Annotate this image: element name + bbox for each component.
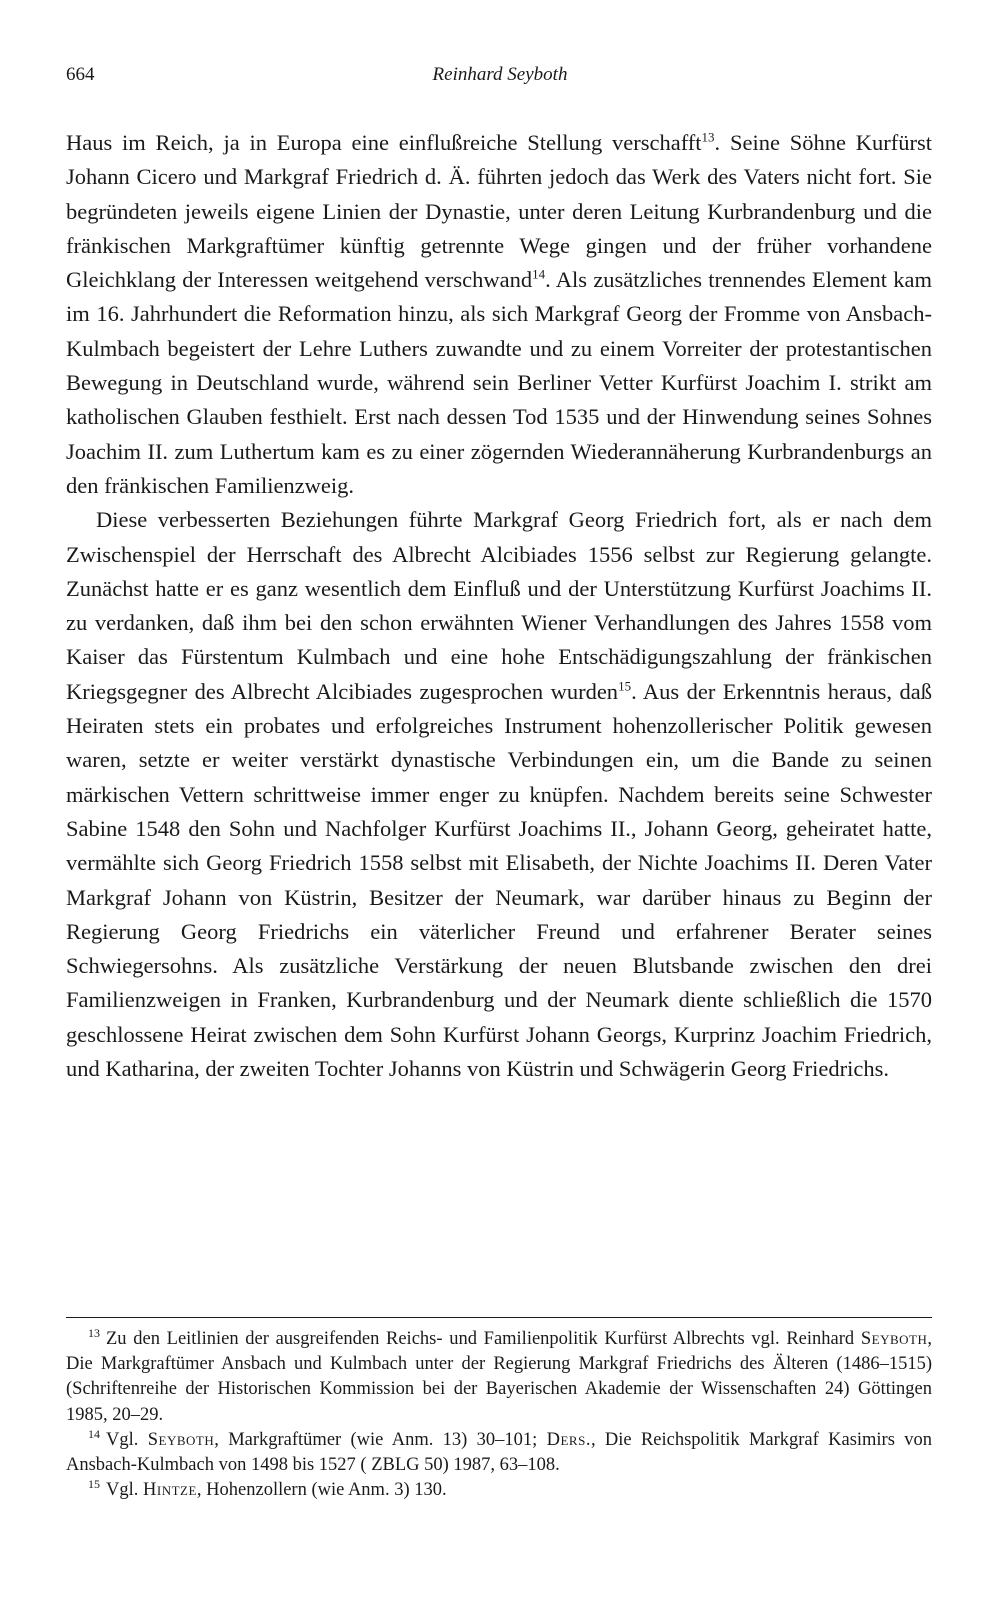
- footnote-number: 13: [88, 1325, 100, 1340]
- paragraph-2: [66, 503, 932, 1086]
- main-text: [66, 126, 932, 1086]
- page-header: [66, 64, 934, 94]
- paragraph-1: [66, 126, 932, 503]
- footnote-text: , Die Reichspolitik Markgraf Kasimirs von Ansbach-Kulmbach von 1498 bis 1527 ( ZBLG 50) 1987, 63–108.: [66, 1429, 933, 1476]
- author-name: Hintze: [143, 1480, 197, 1501]
- paragraph-2-text-b: . Aus der Erkenntnis heraus, daß Heiraten stets ein probates und erfolgreiches Instrument hohenzollerischer Politik gewesen waren, setzte er weiter verstärkt dynastische Verbindungen ein, um die Bande zu seinen märkischen Vettern schrittweise immer enger zu knüpfen. Nachdem bereits seine Schwester Sabine 1548 den Sohn und Nachfolger Kurfürst Joachims II., Johann Georg, geheiratet hatte, vermählte sich Georg Friedrich 1558 selbst mit Elisabeth, der Nichte Joachims II. Deren Vater Markgraf Johann von Küstrin, Besitzer der Neumark, war darüber hinaus zu Beginn der Regierung Georg Friedrichs ein väterlicher Freund und erfahrener Berater seines Schwiegersohns. Als zusätzliche Verstärkung der neuen Blutsbande zwischen den drei Familienzweigen in Franken, Kurbrandenburg und der Neumark diente schließlich die 1570 geschlossene Heirat zwischen dem Sohn Kurfürst Johann Georgs, Kurprinz Joachim Friedrich, und Katharina, der zweiten Tochter Johanns von Küstrin und Schwägerin Georg Friedrichs.: [66, 678, 932, 1082]
- paragraph-2-text-a: Diese verbesserten Beziehungen führte Markgraf Georg Friedrich fort, als er nach dem Zwischenspiel der Herrschaft des Albrecht Alcibiades 1556 selbst zur Regierung gelangte. Zunächst hatte er es ganz wesentlich dem Einfluß und der Unterstützung Kurfürst Joachims II. zu verdanken, daß ihm bei den schon erwähnten Wiener Verhandlungen des Jahres 1558 vom Kaiser das Fürstentum Kulmbach und eine hohe Entschädigungszahlung der fränkischen Kriegsgegner des Albrecht Alcibiades zugesprochen wurden: [66, 507, 932, 704]
- author-name: Seyboth: [860, 1329, 928, 1349]
- author-name: Ders.: [546, 1429, 591, 1450]
- footnote-text: , Die Markgraftümer Ansbach und Kulmbach unter der Regierung Markgraf Friedrichs des Älteren (1486–1515) (Schriftenreihe der Historischen Kommission bei der Bayerischen Akademie der Wissenschaften 24) Göttingen 1985, 20–29.: [66, 1329, 932, 1425]
- footnote-text: Vgl.: [106, 1480, 143, 1501]
- footnote-15: [66, 1478, 932, 1503]
- footnote-text: Zu den Leitlinien der ausgreifenden Reichs- und Familienpolitik Kurfürst Albrechts vgl. Reinhard: [106, 1329, 861, 1349]
- paragraph-1-text-a: Haus im Reich, ja in Europa eine einflußreiche Stellung verschafft: [66, 130, 702, 155]
- footnote-divider: [66, 1317, 932, 1318]
- author-name: Seyboth: [147, 1429, 215, 1450]
- paragraph-1-text-b: . Seine Söhne Kurfürst Johann Cicero und Markgraf Friedrich d. Ä. führten jedoch das Werk des Vaters nicht fort. Sie begründeten jeweils eigene Linien der Dynastie, unter deren Leitung Kurbrandenburg und die fränkischen Markgraftümer künftig getrennte Wege gingen und der früher vorhandene Gleichklang der Interessen weitgehend verschwand: [66, 130, 932, 293]
- footnote-ref-15: 15: [618, 678, 632, 694]
- paragraph-1-text-c: . Als zusätzliches trennendes Element kam im 16. Jahrhundert die Reformation hinzu, als sich Markgraf Georg der Fromme von Ansbach-Kulmbach begeistert der Lehre Luthers zuwandte und zu einem Vorreiter der protestantischen Bewegung in Deutschland wurde, während sein Berliner Vetter Kurfürst Joachim I. strikt am katholischen Glauben festhielt. Erst nach dessen Tod 1535 und der Hinwendung seines Sohnes Joachim II. zum Luthertum kam es zu einer zögernden Wiederannäherung Kurbrandenburgs an den fränkischen Familienzweig.: [66, 267, 932, 498]
- footnote-text: Vgl.: [106, 1429, 148, 1450]
- footnote-text: , Markgraftümer (wie Anm. 13) 30–101;: [214, 1429, 547, 1450]
- footnote-13: [66, 1327, 932, 1428]
- footnote-number: 15: [88, 1477, 100, 1492]
- footnote-14: [66, 1428, 932, 1478]
- footnote-ref-13: 13: [701, 129, 715, 145]
- footnote-ref-14: 14: [532, 266, 546, 282]
- page-number: 664: [66, 64, 95, 85]
- footnote-text: , Hohenzollern (wie Anm. 3) 130.: [196, 1480, 447, 1501]
- footnotes: [66, 1327, 932, 1503]
- running-title: Reinhard Seyboth: [432, 64, 568, 85]
- footnote-number: 14: [88, 1426, 100, 1441]
